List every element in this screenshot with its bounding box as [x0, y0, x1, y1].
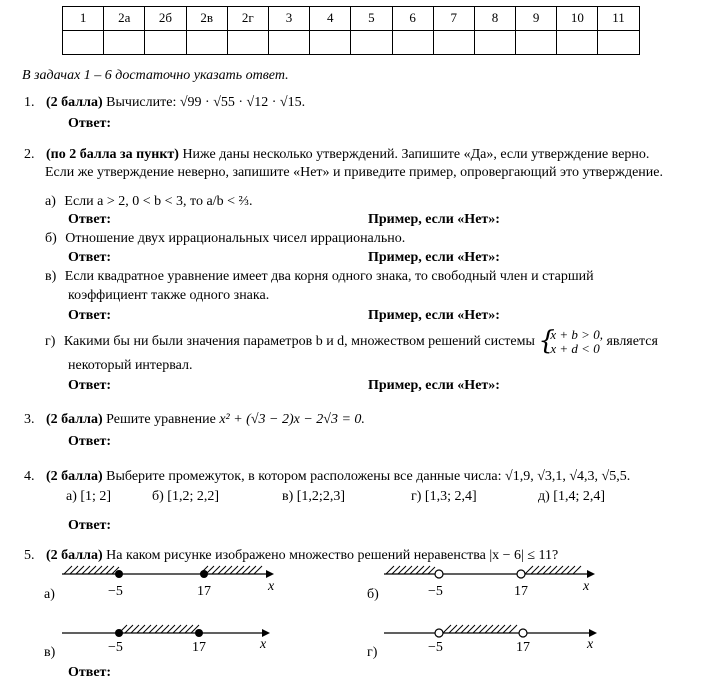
q1-expression: √99 · √55 · √12 · √15.: [179, 95, 306, 110]
q2-number: 2.: [24, 147, 35, 162]
point-right: [519, 629, 527, 637]
brace-icon: {: [538, 326, 555, 356]
q3-answer-label: Ответ:: [68, 434, 112, 449]
q2-intro-2: Если же утверждение неверно, запишите «Нет» и приведите пример, опровергающий это утверждение.: [45, 165, 664, 180]
q2g-text-after: является: [606, 334, 658, 350]
tick-label-right: 17: [514, 584, 528, 599]
q2v-text-2: коэффициент также одного знака.: [68, 288, 270, 303]
answer-table-header: 2а: [104, 7, 145, 31]
figure-label: в): [44, 645, 56, 660]
q2b-answer-label: Ответ:: [68, 250, 112, 265]
q2g-text-before: Какими бы ни были значения параметров b и d, множеством решений системы: [63, 334, 535, 350]
q2g-answer-label: Ответ:: [68, 378, 112, 393]
q1-number: 1.: [24, 95, 35, 110]
figure-label: а): [44, 587, 55, 602]
q2b-example-label: Пример, если «Нет»:: [368, 250, 500, 265]
answer-table-header: 8: [474, 7, 515, 31]
q3-points: (2 балла): [46, 412, 103, 427]
q3-number: 3.: [24, 412, 35, 427]
q1-answer-label: Ответ:: [68, 116, 112, 131]
q4-answer-label: Ответ:: [68, 518, 112, 533]
q2v-example-label: Пример, если «Нет»:: [368, 308, 500, 323]
tick-label-right: 17: [192, 640, 206, 655]
q2g-system-eq1: x + b > 0,: [550, 327, 603, 342]
axis-label: x: [587, 637, 594, 652]
q2-intro-1: Ниже даны несколько утверждений. Запишите «Да», если утверждение верно.: [182, 147, 650, 162]
q2a-example-label: Пример, если «Нет»:: [368, 212, 500, 227]
answer-table-header: 6: [392, 7, 433, 31]
tick-label-left: −5: [428, 640, 443, 655]
q4-option-b: б) [1,2; 2,2]: [152, 489, 219, 504]
q5-number: 5.: [24, 548, 35, 563]
answer-table-header: 2б: [145, 7, 186, 31]
q3-text: Решите уравнение: [106, 412, 216, 427]
tick-label-right: 17: [197, 584, 211, 599]
q2v-answer-label: Ответ:: [68, 308, 112, 323]
q1-points: (2 балла): [46, 95, 103, 110]
answer-table-header: 7: [433, 7, 474, 31]
q2g-example-label: Пример, если «Нет»:: [368, 378, 500, 393]
q4-points: (2 балла): [46, 469, 103, 484]
q4-number: 4.: [24, 469, 35, 484]
q5-points: (2 балла): [46, 548, 103, 563]
axis-label: x: [260, 637, 267, 652]
q5-answer-label: Ответ:: [68, 665, 112, 680]
answer-table-header: 11: [598, 7, 639, 31]
tick-label-right: 17: [516, 640, 530, 655]
answer-table-header: 5: [351, 7, 392, 31]
answer-table-header: 9: [516, 7, 557, 31]
q4-option-g: г) [1,3; 2,4]: [411, 489, 477, 504]
answer-table-header: 3: [268, 7, 309, 31]
q2v-label: в): [45, 269, 57, 284]
q2v-text-1: Если квадратное уравнение имеет два корня одного знака, то свободный член и старший: [64, 269, 594, 284]
q4-option-v: в) [1,2;2,3]: [282, 489, 345, 504]
tick-label-left: −5: [108, 640, 123, 655]
q3-expression: x² + (√3 − 2)x − 2√3 = 0.: [219, 412, 365, 427]
figure-label: б): [367, 587, 379, 602]
q4-option-a: а) [1; 2]: [66, 489, 112, 504]
axis-label: x: [583, 579, 590, 594]
arrow-icon: [589, 629, 597, 637]
q2a-label: а): [45, 194, 56, 209]
tick-label-left: −5: [428, 584, 443, 599]
q2g-text-2: некоторый интервал.: [68, 358, 193, 373]
answer-table-header: 4: [310, 7, 351, 31]
hatch-middle: [443, 625, 517, 633]
q2g-label: г): [45, 334, 56, 350]
q1-text: Вычислите:: [106, 95, 177, 110]
answer-table-header: 2г: [227, 7, 268, 31]
figure-label: г): [367, 645, 378, 660]
point-left: [435, 629, 443, 637]
q2-points: (по 2 балла за пункт): [46, 147, 179, 162]
q2b-text: Отношение двух иррациональных чисел иррационально.: [65, 231, 406, 246]
answer-table-header: 10: [557, 7, 598, 31]
q5-text: На каком рисунке изображено множество решений неравенства |x − 6| ≤ 11?: [106, 548, 559, 563]
answer-table-header: 1: [63, 7, 104, 31]
q2g-system-eq2: x + d < 0: [550, 341, 600, 356]
q4-text: Выберите промежуток, в котором расположены все данные числа: √1,9, √3,1, √4,3, √5,5.: [106, 469, 631, 484]
axis-label: x: [268, 579, 275, 594]
q2a-answer-label: Ответ:: [68, 212, 112, 227]
number-line-g: [367, 625, 597, 660]
q4-option-d: д) [1,4; 2,4]: [538, 489, 605, 504]
tick-label-left: −5: [108, 584, 123, 599]
q2b-label: б): [45, 231, 57, 246]
instructions: В задачах 1 – 6 достаточно указать ответ.: [22, 68, 289, 83]
q2a-text: Если a > 2, 0 < b < 3, то a/b < ⅔.: [64, 194, 253, 209]
answer-table-header: 2в: [186, 7, 227, 31]
